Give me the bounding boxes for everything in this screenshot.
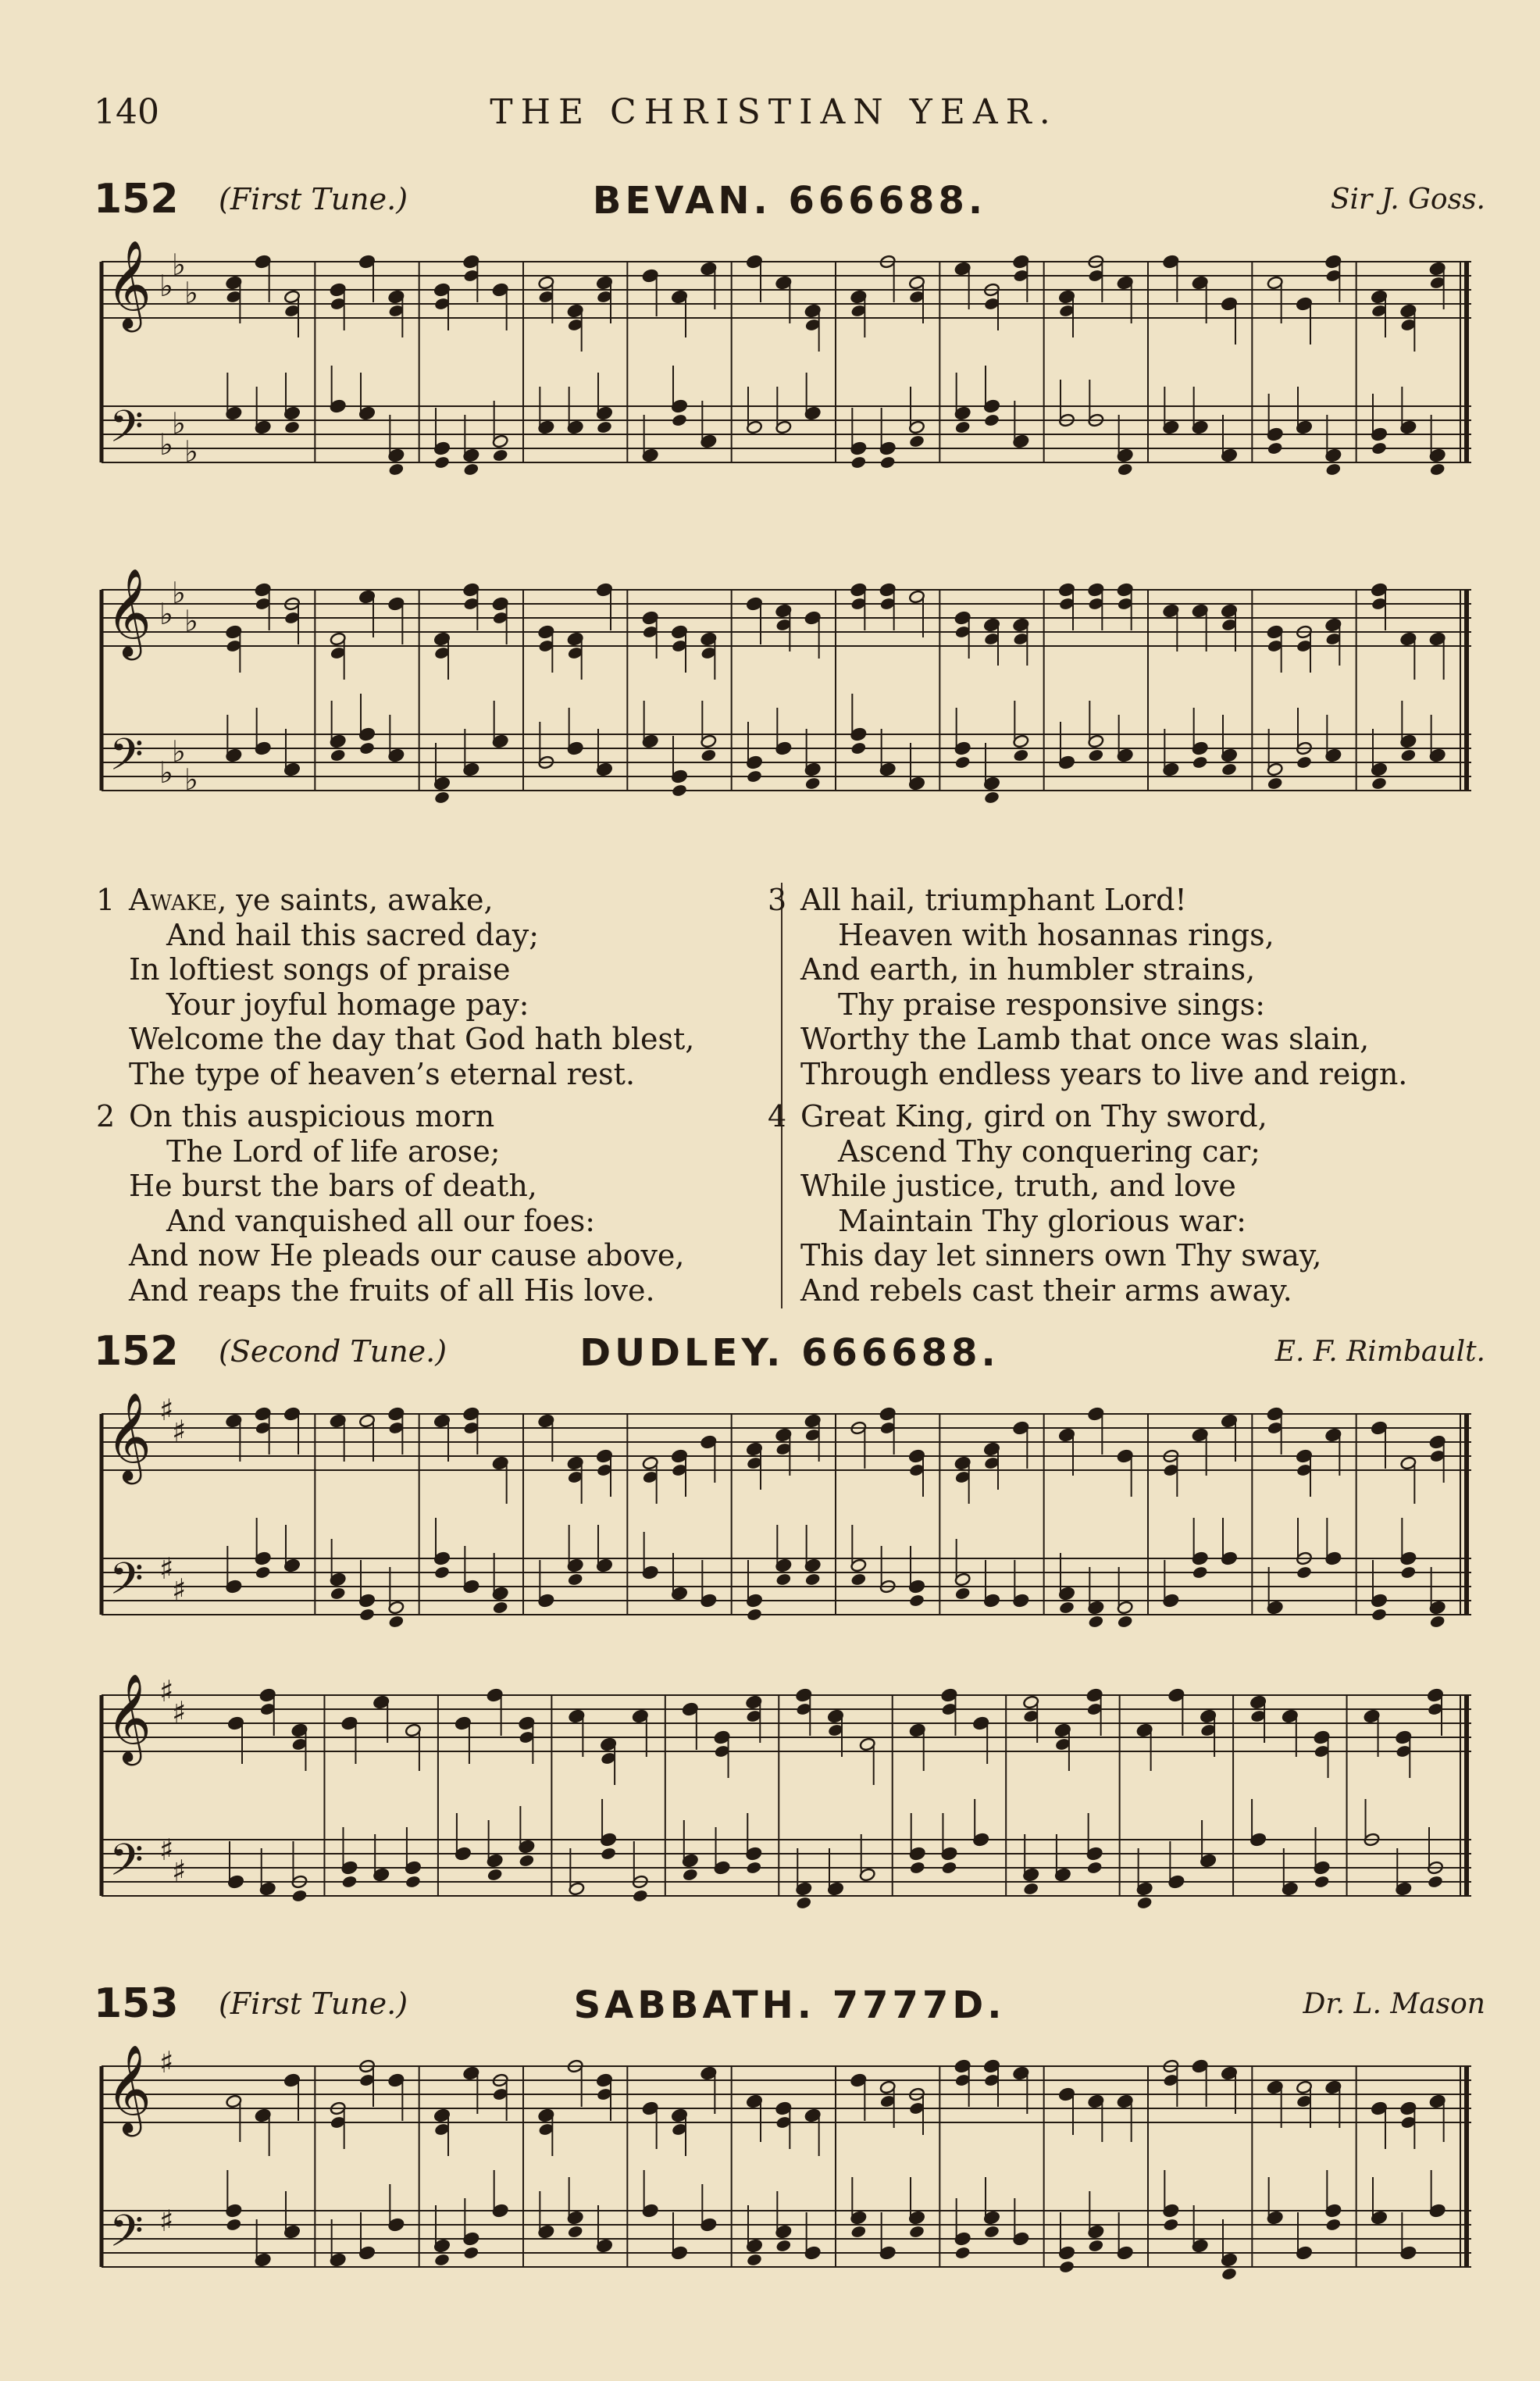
verse-line: Ascend Thy conquering car;: [838, 1133, 1260, 1169]
note-head: [463, 462, 479, 477]
note-head: [1013, 748, 1029, 762]
note-head: [433, 791, 450, 805]
note-head: [1117, 1615, 1133, 1629]
verse-number: 2: [96, 1099, 116, 1133]
note-head: [1221, 762, 1237, 776]
note-head: [291, 1889, 308, 1903]
bass-clef: 𝄢: [109, 1835, 144, 1897]
key-signature-accidental: ♭: [184, 604, 198, 638]
note-head: [1221, 2267, 1237, 2281]
music-system: [94, 559, 1476, 840]
key-signature-accidental: ♭: [159, 427, 173, 462]
note-head: [1192, 755, 1208, 769]
treble-clef: 𝄞: [106, 2044, 152, 2133]
note-head: [487, 1868, 503, 1882]
note-head: [1296, 1565, 1312, 1580]
note-head: [983, 791, 1000, 805]
note-head: [226, 2218, 242, 2232]
music-score: [94, 1383, 1476, 1664]
verse-line: Through endless years to live and reign.: [800, 1056, 1408, 1091]
key-signature-accidental: ♯: [159, 1551, 174, 1586]
hymn-header: [94, 1328, 1485, 1378]
note-head: [567, 2225, 583, 2239]
verse-line: And rebels cast their arms away.: [800, 1273, 1292, 1308]
hymn-number: 152: [94, 176, 179, 223]
verse-line: ye saints, awake,: [226, 883, 494, 917]
note-head: [330, 748, 346, 762]
note-head: [433, 2253, 450, 2267]
note-head: [1267, 441, 1283, 455]
verse-line: On this auspicious morn: [129, 1099, 495, 1133]
note-head: [671, 413, 687, 427]
note-head: [358, 1608, 375, 1622]
verse-column: [768, 883, 1464, 1315]
music-system: [94, 1383, 1476, 1664]
verse-line: While justice, truth, and love: [800, 1169, 1236, 1203]
key-signature-accidental: ♭: [172, 576, 186, 610]
treble-clef: 𝄞: [106, 568, 152, 657]
note-head: [1429, 1615, 1446, 1629]
verse-line: Heaven with hosannas rings,: [838, 917, 1274, 952]
note-head: [804, 776, 821, 791]
note-head: [1088, 2239, 1104, 2253]
music-score: [94, 1664, 1476, 1945]
note-head: [700, 748, 717, 762]
note-head: [1163, 2218, 1179, 2232]
note-head: [983, 2225, 1000, 2239]
note-head: [596, 420, 612, 434]
note-head: [1400, 1565, 1417, 1580]
tune-name: DUDLEY. 666688.: [579, 1331, 1000, 1375]
composer: E. F. Rimbault.: [1274, 1336, 1485, 1368]
note-head: [492, 448, 508, 462]
note-head: [954, 2246, 971, 2260]
note-head: [1296, 755, 1312, 769]
key-signature-accidental: ♯: [159, 1674, 174, 1708]
tune-label: (First Tune.): [219, 182, 408, 216]
key-signature-accidental: ♭: [159, 269, 173, 303]
note-head: [492, 1601, 508, 1615]
stanza: [96, 883, 793, 1091]
verse-column: [96, 883, 793, 1315]
note-head: [746, 769, 762, 784]
music-system: [94, 1664, 1476, 1945]
bass-clef: 𝄢: [109, 402, 144, 463]
note-head: [388, 1615, 405, 1629]
note-head: [567, 1572, 583, 1587]
key-signature-accidental: ♭: [172, 248, 186, 282]
note-head: [1086, 1861, 1103, 1875]
page-number: 140: [94, 92, 159, 132]
note-head: [1371, 1608, 1387, 1622]
note-head: [1371, 776, 1387, 791]
music-system: [94, 230, 1476, 512]
note-head: [1088, 748, 1104, 762]
note-head: [405, 1875, 421, 1889]
note-head: [1429, 462, 1446, 477]
verse-line: The type of heaven’s eternal rest.: [129, 1056, 636, 1091]
note-head: [954, 755, 971, 769]
music-score: [94, 2035, 1476, 2316]
note-head: [850, 1572, 867, 1587]
verse-line: In loftiest songs of praise: [129, 952, 511, 987]
note-head: [1058, 1601, 1075, 1615]
stanza: [768, 883, 1464, 1091]
note-head: [1136, 1896, 1153, 1910]
tune-label: (First Tune.): [219, 1987, 408, 2021]
composer: Sir J. Goss.: [1330, 184, 1485, 216]
note-head: [1267, 776, 1283, 791]
note-head: [463, 2246, 479, 2260]
hymn-text: [96, 883, 1488, 1312]
verse-line: Your joyful homage pay:: [166, 987, 529, 1022]
hymn-number: 153: [94, 1980, 179, 2027]
note-head: [850, 741, 867, 755]
note-head: [600, 1847, 616, 1861]
tune-label: (Second Tune.): [219, 1334, 447, 1369]
music-score: [94, 559, 1476, 840]
key-signature-accidental: ♭: [159, 755, 173, 790]
note-head: [909, 1861, 925, 1875]
verse-line: This day let sinners own Thy sway,: [800, 1238, 1322, 1273]
treble-clef: 𝄞: [106, 240, 152, 329]
column-divider: [781, 883, 782, 1308]
key-signature-accidental: ♯: [172, 1414, 187, 1448]
note-head: [1427, 1875, 1443, 1889]
hymn-header: [94, 176, 1485, 226]
running-title: THE CHRISTIAN YEAR.: [490, 92, 1058, 132]
composer: Dr. L. Mason: [1303, 1988, 1485, 2020]
note-head: [775, 1572, 792, 1587]
tune-name: SABBATH. 7777D.: [573, 1983, 1006, 2027]
stanza: [768, 1099, 1464, 1308]
key-signature-accidental: ♭: [184, 762, 198, 797]
note-head: [671, 784, 687, 798]
note-head: [1314, 1875, 1330, 1889]
note-head: [1088, 1615, 1104, 1629]
verse-line: And earth, in humbler strains,: [800, 952, 1256, 987]
verse-number: 3: [768, 883, 787, 917]
note-head: [775, 2239, 792, 2253]
key-signature-accidental: ♭: [172, 406, 186, 441]
note-head: [283, 420, 300, 434]
note-head: [330, 1587, 346, 1601]
note-head: [908, 1594, 925, 1608]
bass-clef: 𝄢: [109, 1554, 144, 1615]
verse-line: Worthy the Lamb that once was slain,: [800, 1022, 1370, 1056]
note-head: [850, 455, 867, 469]
treble-clef: 𝄞: [106, 1673, 152, 1762]
note-head: [1117, 462, 1133, 477]
note-head: [433, 1565, 450, 1580]
treble-clef: 𝄞: [106, 1392, 152, 1481]
note-head: [908, 434, 925, 448]
key-signature-accidental: ♯: [172, 1572, 187, 1607]
key-signature-accidental: ♯: [159, 2204, 174, 2238]
verse-first-word: Awake,: [129, 883, 227, 917]
bass-clef: 𝄢: [109, 2206, 144, 2268]
verse-line: Maintain Thy glorious war:: [838, 1203, 1246, 1238]
music-score: [94, 230, 1476, 512]
note-head: [1371, 441, 1387, 455]
note-head: [954, 1587, 971, 1601]
key-signature-accidental: ♯: [159, 2045, 174, 2079]
note-head: [1400, 748, 1417, 762]
verse-line: All hail, triumphant Lord!: [800, 883, 1187, 917]
key-signature-accidental: ♯: [172, 1854, 187, 1888]
key-signature-accidental: ♯: [172, 1695, 187, 1730]
verse-line: And now He pleads our cause above,: [129, 1238, 685, 1273]
verse-line: Welcome the day that God hath blest,: [129, 1022, 695, 1056]
note-head: [1192, 1565, 1208, 1580]
key-signature-accidental: ♭: [159, 597, 173, 631]
note-head: [388, 462, 405, 477]
verse-line: Great King, gird on Thy sword,: [800, 1099, 1267, 1133]
music-system: [94, 2035, 1476, 2316]
verse-line: And vanquished all our foes:: [166, 1203, 596, 1238]
note-head: [1325, 462, 1342, 477]
hymn-header: [94, 1980, 1485, 2030]
note-head: [1023, 1882, 1039, 1896]
note-head: [1058, 2260, 1075, 2274]
note-head: [941, 1861, 957, 1875]
tune-name: BEVAN. 666688.: [592, 179, 987, 223]
note-head: [746, 2253, 762, 2267]
running-head: [94, 92, 1454, 139]
note-head: [358, 741, 375, 755]
note-head: [1325, 2218, 1342, 2232]
key-signature-accidental: ♭: [184, 434, 198, 469]
note-head: [983, 413, 1000, 427]
verse-line: And hail this sacred day;: [166, 917, 540, 952]
note-head: [804, 1572, 821, 1587]
note-head: [796, 1896, 812, 1910]
key-signature-accidental: ♯: [159, 1393, 174, 1427]
stanza: [96, 1099, 793, 1308]
verse-line: The Lord of life arose;: [166, 1133, 501, 1169]
verse-line: And reaps the fruits of all His love.: [129, 1273, 655, 1308]
note-head: [433, 455, 450, 469]
hymn-number: 152: [94, 1328, 179, 1375]
verse-line: He burst the bars of death,: [129, 1169, 537, 1203]
note-head: [632, 1889, 648, 1903]
note-head: [879, 455, 896, 469]
note-head: [746, 1608, 762, 1622]
note-head: [746, 1861, 762, 1875]
note-head: [908, 2225, 925, 2239]
verse-number: 4: [768, 1099, 787, 1133]
verse-line: Thy praise responsive sings:: [838, 987, 1266, 1022]
note-head: [850, 2225, 867, 2239]
key-signature-accidental: ♯: [159, 1833, 174, 1867]
verse-number: 1: [96, 883, 116, 917]
note-head: [682, 1868, 698, 1882]
bass-clef: 𝄢: [109, 730, 144, 791]
key-signature-accidental: ♭: [172, 734, 186, 769]
key-signature-accidental: ♭: [184, 276, 198, 310]
note-head: [519, 1854, 535, 1868]
note-head: [954, 420, 971, 434]
note-head: [341, 1875, 358, 1889]
note-head: [255, 1565, 271, 1580]
